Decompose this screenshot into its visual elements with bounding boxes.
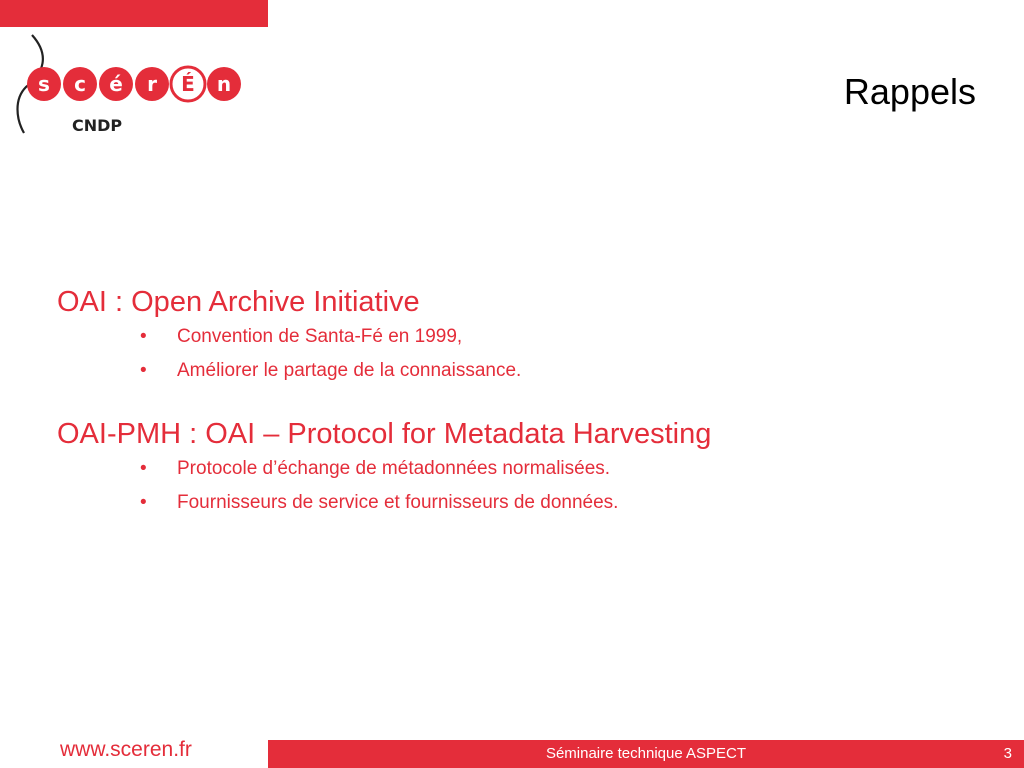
bullet-text: Convention de Santa-Fé en 1999,: [177, 325, 463, 347]
top-accent-bar: [0, 0, 268, 27]
bullet-item: [137, 492, 987, 515]
sceren-cndp-logo: [14, 33, 244, 138]
logo-letter: n: [216, 72, 232, 96]
bullet-dot-icon: •: [140, 359, 147, 381]
slide-title: Rappels: [843, 71, 976, 112]
page-number: 3: [1003, 745, 1012, 762]
bullet-dot-icon: •: [140, 491, 147, 513]
bullet-dot-icon: •: [140, 325, 147, 347]
section-oai-pmh: [57, 417, 987, 514]
bullet-text: Améliorer le partage de la connaissance.: [177, 359, 522, 381]
footer-website-link[interactable]: www.sceren.fr: [60, 738, 192, 761]
logo-circles: [27, 67, 241, 101]
bullet-item: [137, 326, 987, 349]
logo-letter: É: [181, 72, 195, 96]
section-oai: [57, 285, 987, 382]
bullet-item: [137, 360, 987, 383]
slide-content: [57, 285, 987, 550]
section-heading: OAI : Open Archive Initiative: [57, 286, 420, 318]
bullet-text: Fournisseurs de service et fournisseurs de données.: [177, 491, 619, 513]
bullet-list: [57, 326, 987, 383]
footer-bar: [268, 740, 1024, 768]
bullet-text: Protocole d’échange de métadonnées normalisées.: [177, 458, 611, 480]
logo-letter: é: [109, 72, 123, 96]
logo-letter: s: [38, 72, 50, 96]
bullet-dot-icon: •: [140, 458, 147, 480]
logo-letter: c: [74, 72, 86, 96]
section-heading: OAI-PMH : OAI – Protocol for Metadata Harvesting: [57, 418, 712, 451]
logo-letter: r: [147, 72, 157, 96]
bullet-item: [137, 458, 987, 481]
footer-title: Séminaire technique ASPECT: [545, 745, 747, 762]
bullet-list: [57, 458, 987, 515]
logo-subtitle: CNDP: [72, 116, 123, 135]
